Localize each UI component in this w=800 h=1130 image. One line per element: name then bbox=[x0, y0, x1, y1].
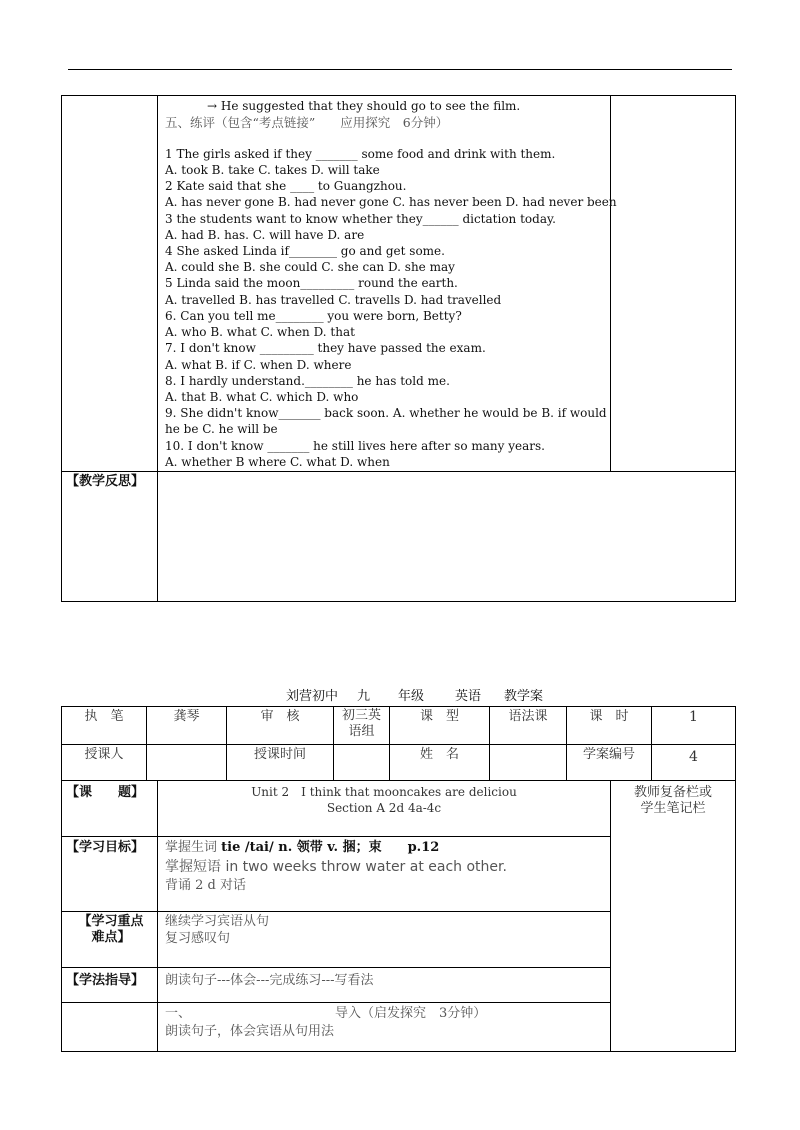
author-value: 龚琴 bbox=[173, 709, 200, 724]
grade-value: 九 bbox=[357, 689, 371, 704]
method-label: 【学法指导】 bbox=[66, 973, 145, 988]
goals-line1 bbox=[165, 840, 439, 856]
topic-line1: Unit 2 I think that mooncakes are deliciou bbox=[251, 785, 517, 799]
goals-line1-vocab: tie /tai/ n. 领带 v. 捆；束 p.12 bbox=[221, 840, 440, 855]
reviewer-value-line2: 语组 bbox=[348, 724, 375, 739]
keypoints-label bbox=[66, 914, 156, 946]
reviewer-value bbox=[334, 708, 389, 740]
school-name: 刘营初中 bbox=[286, 689, 339, 704]
arrow-line bbox=[207, 98, 520, 114]
exercise-line: A. could she B. she could C. she can D. she may bbox=[165, 260, 455, 274]
exercise-line: 7. I don't know _________ they have passed the exam. bbox=[165, 341, 486, 355]
exercise-line: 4 She asked Linda if________ go and get some. bbox=[165, 244, 445, 258]
reviewer-label: 审 核 bbox=[260, 709, 300, 724]
keypoints-line1: 继续学习宾语从句 bbox=[165, 914, 270, 929]
exercise-line: 1 The girls asked if they _______ some food and drink with them. bbox=[165, 147, 556, 161]
exercise-line: A. who B. what C. when D. that bbox=[165, 325, 355, 339]
exercise-line: 9. She didn't know_______ back soon. A. whether he would be B. if would bbox=[165, 406, 607, 420]
keypoints-line2: 复习感叹句 bbox=[165, 931, 231, 946]
author-label: 执 笔 bbox=[84, 709, 124, 724]
arrow-right-icon: → bbox=[207, 99, 218, 113]
practice-heading: 五、练评（包含“考点链接” 应用探究 6分钟） bbox=[165, 115, 449, 130]
goals-label: 【学习目标】 bbox=[66, 840, 145, 855]
keypoints-label-line2: 难点】 bbox=[91, 930, 131, 945]
exercise-line: A. has never gone B. had never gone C. has never been D. had never been bbox=[165, 195, 617, 209]
name-label: 姓 名 bbox=[419, 747, 459, 762]
reflection-label: 【教学反思】 bbox=[66, 474, 145, 489]
exercise-line: A. took B. take C. takes D. will take bbox=[165, 163, 380, 177]
exercise-line: 8. I hardly understand.________ he has told me. bbox=[165, 374, 450, 388]
topic-line2: Section A 2d 4a-4c bbox=[326, 801, 442, 815]
goals-line2: 掌握短语 in two weeks throw water at each other. bbox=[165, 859, 507, 875]
method-text: 朗读句子---体会---完成练习---写看法 bbox=[165, 973, 374, 988]
exercise-line: 5 Linda said the moon_________ round the earth. bbox=[165, 276, 458, 290]
arrow-line-text: He suggested that they should go to see the film. bbox=[220, 99, 521, 113]
exercise-line: A. had B. has. C. will have D. are bbox=[165, 228, 365, 242]
reviewer-value-line1: 初三英 bbox=[341, 708, 381, 723]
subject: 英语 bbox=[455, 689, 482, 704]
hours-label: 课 时 bbox=[589, 709, 629, 724]
exercise-line: 3 the students want to know whether they______ dictation today. bbox=[165, 212, 556, 226]
exercise-line: A. what B. if C. when D. where bbox=[165, 358, 352, 372]
keypoints-label-line1: 【学习重点 bbox=[78, 914, 144, 929]
exercise-line: 6. Can you tell me________ you were born, Betty? bbox=[165, 309, 462, 323]
number-label: 学案编号 bbox=[582, 747, 635, 762]
type-label: 课 型 bbox=[419, 709, 459, 724]
number-value: 4 bbox=[689, 749, 698, 765]
topic-label: 【课 题】 bbox=[66, 785, 145, 800]
goals-line3: 背诵 2 d 对话 bbox=[165, 878, 246, 893]
exercise-line: A. whether B where C. what D. when bbox=[165, 455, 390, 469]
intro-heading: 导入（启发探究 3分钟） bbox=[335, 1006, 487, 1021]
teacher-label: 授课人 bbox=[84, 747, 124, 762]
exercise-line: 10. I don't know _______ he still lives here after so many years. bbox=[165, 439, 545, 453]
intro-line2: 朗读句子，体会宾语从句用法 bbox=[165, 1024, 335, 1039]
notes-column-title bbox=[611, 785, 735, 817]
hours-value: 1 bbox=[689, 709, 698, 725]
exercise-line: 2 Kate said that she ____ to Guangzhou. bbox=[165, 179, 407, 193]
notes-title-line1: 教师复备栏或 bbox=[633, 785, 712, 800]
header-rule bbox=[68, 69, 732, 70]
type-value: 语法课 bbox=[508, 709, 548, 724]
exercise-line: he be C. he will be bbox=[165, 422, 278, 436]
goals-line1-prefix: 掌握生词 bbox=[165, 840, 222, 855]
notes-title-line2: 学生笔记栏 bbox=[640, 801, 706, 816]
intro-number: 一、 bbox=[165, 1006, 192, 1021]
exercise-line: A. that B. what C. which D. who bbox=[165, 390, 359, 404]
exercise-line: A. travelled B. has travelled C. travells D. had travelled bbox=[165, 293, 502, 307]
doc-type: 教学案 bbox=[504, 689, 544, 704]
time-label: 授课时间 bbox=[253, 747, 306, 762]
grade-suffix: 年级 bbox=[398, 689, 425, 704]
